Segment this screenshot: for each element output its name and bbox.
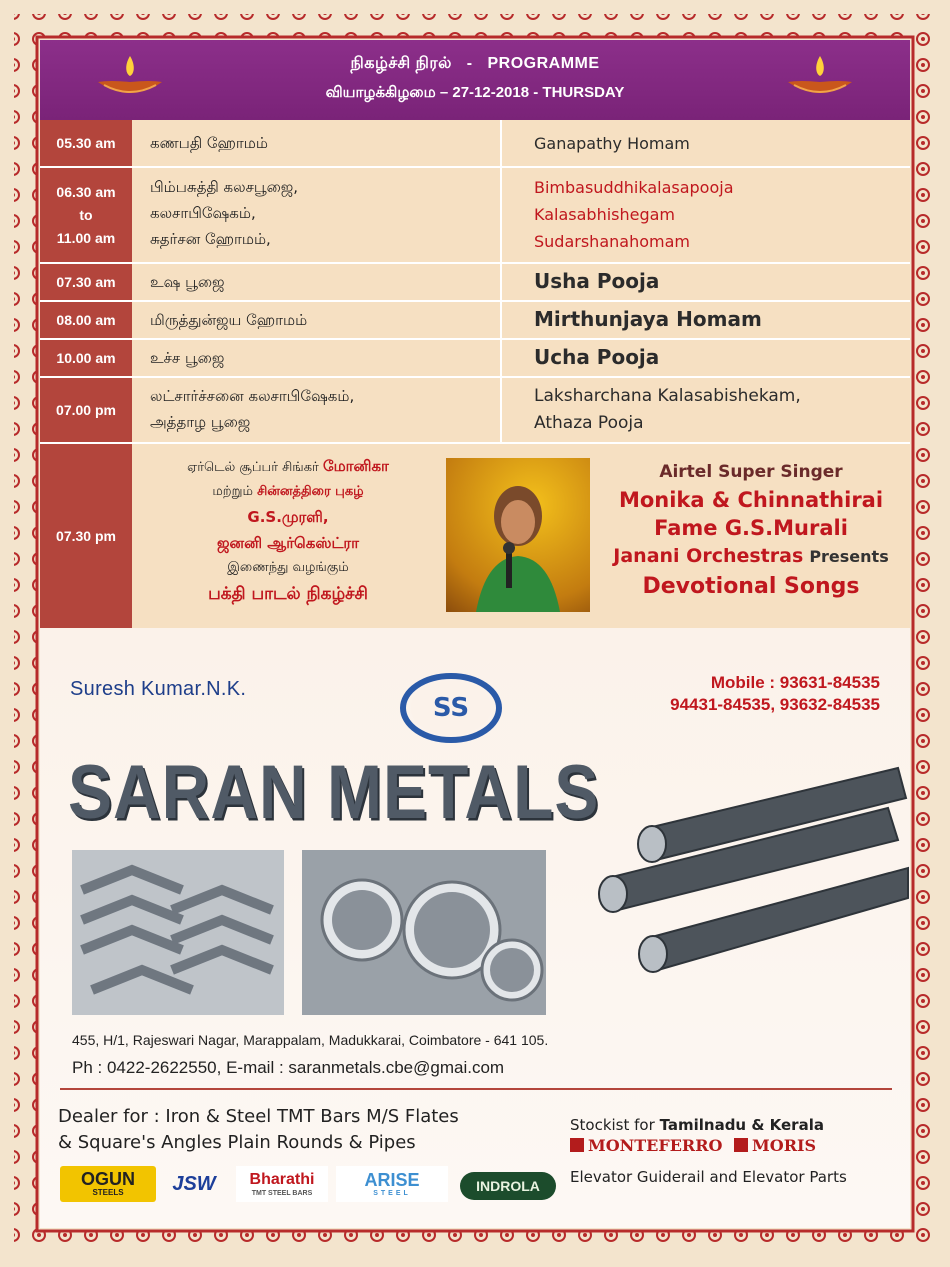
event-english: Usha Pooja [534,269,660,293]
stockist-prefix: Stockist for [570,1116,655,1134]
dealer-line: & Square's Angles Plain Rounds & Pipes [58,1132,416,1153]
concert-tamil [140,454,436,608]
indrola-logo: INDROLA [460,1172,556,1200]
mobile-numbers [670,672,880,716]
ogun-logo: OGUN STEELS [60,1166,156,1202]
time-end: 11.00 am [56,229,116,246]
event-english [534,174,914,255]
event-english-line: Kalasabhishegam [534,205,676,224]
event-tamil: கணபதி ஹோமம் [150,134,268,152]
event-tamil [150,383,500,435]
concert-en-line: Fame G.S.Murali [654,516,848,540]
table-row [40,378,910,444]
singer-silhouette [446,458,590,612]
date-tamil: வியாழக்கிழமை [325,84,436,101]
event-english-line: Laksharchana Kalasabishekam, [534,386,801,406]
event-english-line: Sudarshanahomam [534,232,690,251]
owner-name: Suresh Kumar.N.K. [70,678,247,700]
event-english: Ganapathy Homam [534,134,690,153]
stockist-text [570,1116,824,1134]
time-cell: 07.30 am [40,264,132,300]
concert-ta-line: மற்றும் சின்னத்திரை புகழ் [212,484,364,499]
pipes-image [302,850,546,1015]
oil-lamp-icon [780,52,860,102]
arise-logo: ARISE STEEL [336,1166,448,1202]
table-row [40,340,910,378]
time-cell: 05.30 am [40,120,132,166]
date-text: – 27-12-2018 - THURSDAY [439,84,625,101]
mobile-line: 94431-84535, 93632-84535 [670,695,880,714]
time-to: to [79,206,93,223]
tmt-bars-image [588,748,910,988]
concert-en-line: Monika & Chinnathirai [618,488,884,512]
time-cell [40,168,132,262]
moris-mark-icon [734,1138,748,1152]
event-english [534,383,914,437]
event-tamil: உஷ பூஜை [150,273,225,291]
title-separator: - [466,55,473,72]
divider [60,1088,892,1090]
table-row [40,302,910,340]
dealer-line: Dealer for : Iron & Steel TMT Bars M/S Flates [58,1106,459,1127]
stockist-states: Tamilnadu & Kerala [659,1116,824,1134]
concert-en-line: Janani Orchestras Presents [613,545,889,567]
event-tamil-line: கலசாபிஷேகம், [150,204,256,222]
mobile-line: Mobile : 93631-84535 [710,673,880,692]
table-row [40,264,910,302]
concert-english [592,458,910,603]
event-english-line: Bimbasuddhikalasapooja [534,178,734,197]
time-cell: 07.30 pm [40,444,132,628]
event-tamil: மிருத்துன்ஜய ஹோமம் [150,311,308,329]
monteferro-mark-icon [570,1138,584,1152]
event-tamil-line: சுதர்சன ஹோமம், [150,230,271,248]
event-english: Mirthunjaya Homam [534,307,762,331]
moris-logo: MORIS [752,1136,817,1155]
company-contact: Ph : 0422-2622550, E-mail : saranmetals.cbe@gmai.com [72,1058,505,1077]
bharathi-logo: Bharathi TMT STEEL BARS [236,1166,328,1202]
manufacturer-logos [570,1136,816,1155]
table-row [40,120,910,168]
concert-ta-line: இணைந்து வழங்கும் [227,560,349,575]
concert-ta-line: பக்தி பாடல் நிகழ்ச்சி [208,584,368,604]
event-tamil-line: லட்சார்ச்சனை கலசாபிஷேகம், [150,387,355,405]
concert-ta-line: ஜனனி ஆர்கெஸ்ட்ரா [217,534,359,552]
concert-en-line: Devotional Songs [642,574,860,599]
angles-image [72,850,284,1015]
company-name: SARAN METALS [68,749,600,835]
event-tamil [150,174,500,252]
title-english: PROGRAMME [487,55,600,72]
time-cell: 07.00 pm [40,378,132,442]
event-tamil-line: பிம்பசுத்தி கலசபூஜை, [150,178,299,196]
time-cell: 08.00 am [40,302,132,338]
ss-logo [396,666,506,746]
title-tamil: நிகழ்ச்சி நிரல் [350,55,452,72]
elevator-text: Elevator Guiderail and Elevator Parts [570,1168,847,1186]
company-address: 455, H/1, Rajeswari Nagar, Marappalam, Madukkarai, Coimbatore - 641 105. [72,1032,549,1048]
jsw-logo: JSW [172,1172,216,1195]
event-tamil: உச்ச பூஜை [150,349,225,367]
time-start: 06.30 am [56,183,116,200]
concert-ta-line: G.S.முரளி, [247,508,329,526]
singer-photo [446,458,590,612]
dealer-text [58,1104,459,1156]
saran-metals-ad [40,628,910,1228]
concert-en-line: Airtel Super Singer [659,462,843,482]
table-row [40,168,910,264]
logo-letters: SS [432,693,470,723]
event-english-line: Athaza Pooja [534,413,644,433]
event-english: Ucha Pooja [534,345,660,369]
event-tamil-line: அத்தாழ பூஜை [150,413,251,431]
programme-header [40,40,910,120]
time-cell: 10.00 am [40,340,132,376]
monteferro-logo: MONTEFERRO [588,1136,723,1155]
concert-ta-line: ஏர்டெல் சூப்பர் சிங்கர் மோனிகா [187,457,389,475]
